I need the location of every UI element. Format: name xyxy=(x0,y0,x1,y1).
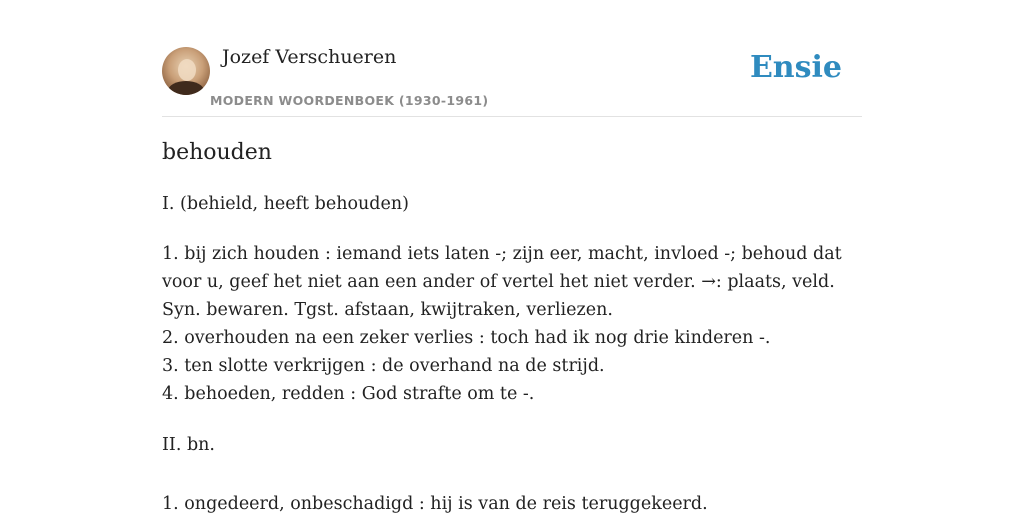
definition-list xyxy=(162,490,862,518)
entry-section-heading: I. (behield, heeft behouden) xyxy=(162,194,409,214)
definition-item: 2. overhouden na een zeker verlies : toch had ik nog drie kinderen -. xyxy=(162,328,771,348)
page xyxy=(162,0,862,514)
entry-section-heading: II. bn. xyxy=(162,435,215,455)
source-label[interactable]: MODERN WOORDENBOEK (1930-1961) xyxy=(210,93,489,108)
definition-item: 3. ten slotte verkrijgen : de overhand na de strijd. xyxy=(162,356,605,376)
author-name[interactable]: Jozef Verschueren xyxy=(222,46,397,68)
definition-list xyxy=(162,240,862,408)
entry-headword: behouden xyxy=(162,140,272,165)
definition-item: 1. bij zich houden : iemand iets laten -; zijn eer, macht, invloed -; behoud dat voor u, geef het niet aan een ander of vertel het niet verder. →: plaats, veld. Syn. bewaren. Tgst. afstaan, kwijtraken, verliezen. xyxy=(162,244,842,320)
definition-item: 1. ongedeerd, onbeschadigd : hij is van de reis teruggekeerd. xyxy=(162,494,708,514)
header xyxy=(162,0,862,117)
definition-item: 4. behoeden, redden : God strafte om te -. xyxy=(162,384,535,404)
brand-logo[interactable]: Ensie xyxy=(749,50,842,85)
avatar-face xyxy=(178,59,196,81)
avatar-coat xyxy=(168,81,204,95)
author-avatar[interactable] xyxy=(162,47,210,95)
